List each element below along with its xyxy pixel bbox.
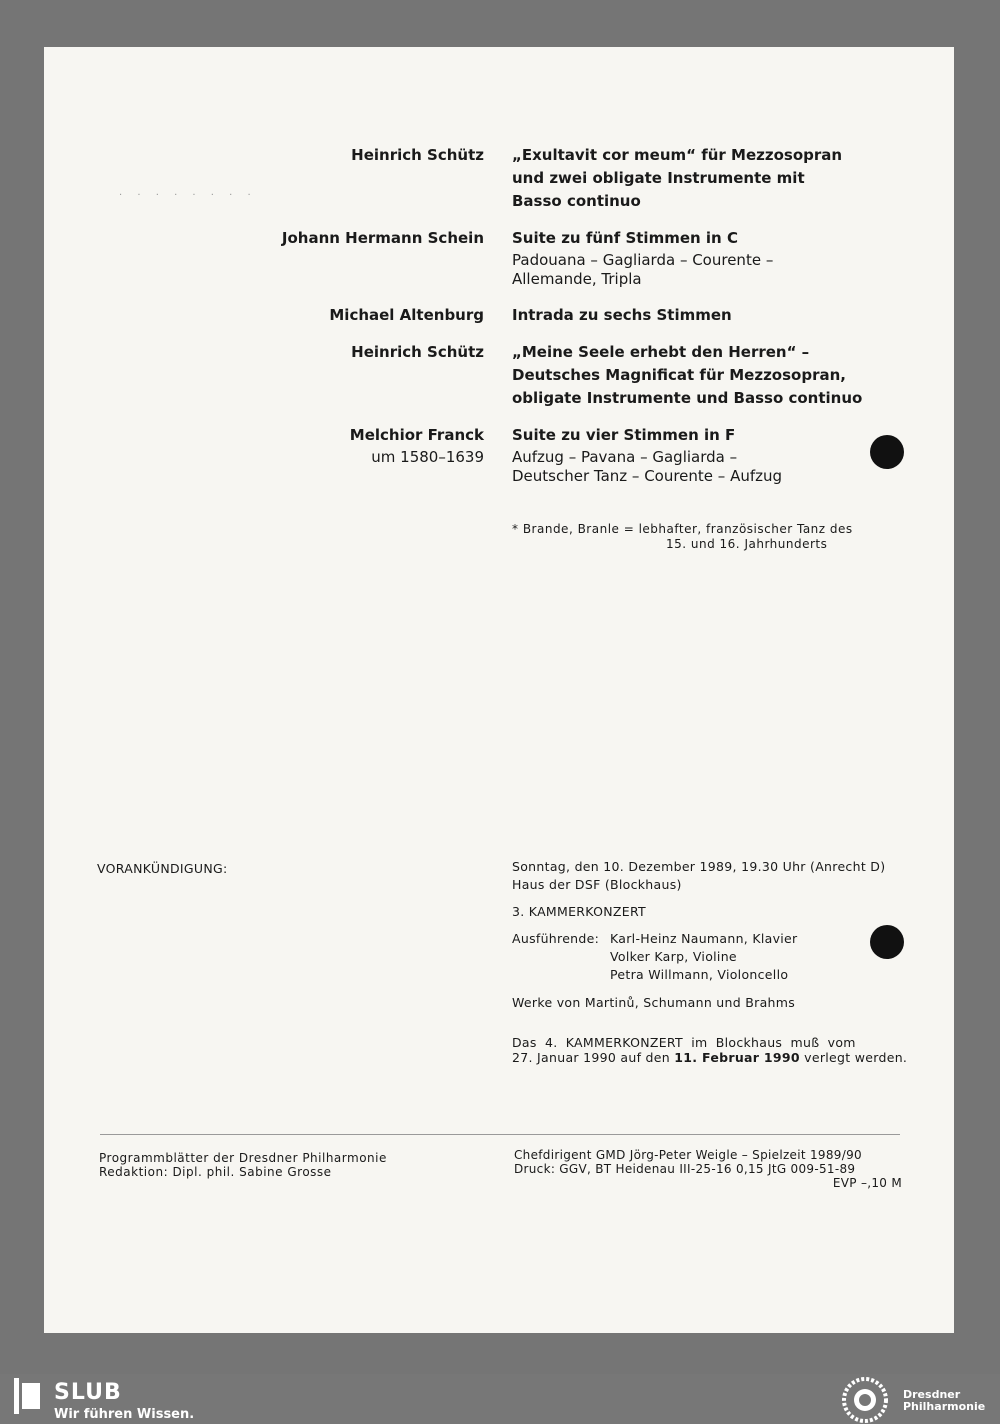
performer-1: Karl-Heinz Naumann, Klavier [610, 931, 798, 946]
announcement-block [512, 858, 912, 1065]
announcement-venue: Haus der DSF (Blockhaus) [512, 877, 682, 892]
footnote-line-1: * Brande, Branle = lebhafter, französischer Tanz des [512, 522, 853, 536]
work-5-title: Suite zu vier Stimmen in F [512, 426, 736, 444]
work-3-title: Intrada zu sechs Stimmen [512, 306, 732, 324]
work-4-line-1: „Meine Seele erhebt den Herren“ – [512, 343, 810, 361]
composer-5-dates: um 1580–1639 [371, 448, 484, 466]
work-2-movements-2: Allemande, Tripla [512, 270, 642, 288]
philharmonie-label [903, 1389, 985, 1413]
announcement-label: VORANKÜNDIGUNG: [97, 861, 228, 876]
slub-title: SLUB [54, 1380, 122, 1405]
work-1-line-2: und zwei obligate Instrumente mit [512, 169, 805, 187]
footer-editor: Redaktion: Dipl. phil. Sabine Grosse [99, 1165, 332, 1179]
work-1-line-3: Basso continuo [512, 192, 641, 210]
composer-5-name: Melchior Franck [349, 426, 484, 444]
notice-text: 27. Januar 1990 auf den [512, 1050, 671, 1065]
footnote [512, 522, 902, 552]
divider-rule [100, 1134, 900, 1135]
composer-3: Michael Altenburg [329, 306, 484, 324]
work-1-line-1: „Exultavit cor meum“ für Mezzosopran [512, 146, 843, 164]
notice-text-end: verlegt werden. [804, 1050, 908, 1065]
faint-marks: . . . . . . . . [119, 187, 257, 198]
performer-2: Volker Karp, Violine [610, 949, 737, 964]
notice-line-2 [512, 1050, 912, 1065]
philharmonie-line-2: Philharmonie [903, 1400, 986, 1413]
work-5-movements-1: Aufzug – Pavana – Gagliarda – [512, 448, 738, 466]
announcement-concert: 3. KAMMERKONZERT [512, 904, 646, 919]
work-4-line-3: obligate Instrumente und Basso continuo [512, 389, 863, 407]
composer-4: Heinrich Schütz [351, 343, 484, 361]
footer-left [99, 1151, 387, 1179]
performer-3: Petra Willmann, Violoncello [610, 967, 789, 982]
punch-hole-top [870, 435, 904, 469]
footer-publication: Programmblätter der Dresdner Philharmonie [99, 1151, 387, 1165]
work-2-movements-1: Padouana – Gagliarda – Courente – [512, 251, 774, 269]
footer-price: EVP –,10 M [832, 1176, 902, 1190]
work-5-movements-2: Deutscher Tanz – Courente – Aufzug [512, 467, 783, 485]
punch-hole-bottom [870, 925, 904, 959]
composer-1: Heinrich Schütz [351, 146, 484, 164]
slub-logo-icon [14, 1378, 40, 1414]
performers-label: Ausführende: [512, 931, 600, 946]
announcement-works: Werke von Martinů, Schumann und Brahms [512, 995, 796, 1010]
work-4-line-2: Deutsches Magnificat für Mezzosopran, [512, 366, 846, 384]
announcement-date: Sonntag, den 10. Dezember 1989, 19.30 Uhr (Anrecht D) [512, 859, 886, 874]
slub-tagline: Wir führen Wissen. [54, 1407, 195, 1422]
work-4 [512, 341, 932, 410]
footnote-line-2: 15. und 16. Jahrhunderts [666, 537, 828, 551]
program-sheet [44, 47, 954, 1333]
notice-line-1: Das 4. KAMMERKONZERT im Blockhaus muß vom [512, 1035, 856, 1050]
relocation-notice [512, 1035, 912, 1065]
work-3 [512, 304, 932, 327]
composer-2: Johann Hermann Schein [281, 229, 484, 247]
philharmonie-logo-icon [842, 1377, 888, 1423]
philharmonie-line-1: Dresdner [903, 1388, 961, 1401]
footer-print: Druck: GGV, BT Heidenau III-25-16 0,15 JtG 009-51-89 [514, 1162, 856, 1176]
work-5 [512, 424, 932, 485]
composer-5 [350, 424, 484, 468]
work-2 [512, 227, 932, 288]
footer-conductor: Chefdirigent GMD Jörg-Peter Weigle – Spielzeit 1989/90 [514, 1148, 862, 1162]
work-1 [512, 144, 932, 213]
footer-right [514, 1148, 902, 1190]
performers [512, 930, 912, 984]
work-2-title: Suite zu fünf Stimmen in C [512, 229, 738, 247]
notice-new-date: 11. Februar 1990 [674, 1050, 800, 1065]
footer-bar [0, 1374, 1000, 1424]
